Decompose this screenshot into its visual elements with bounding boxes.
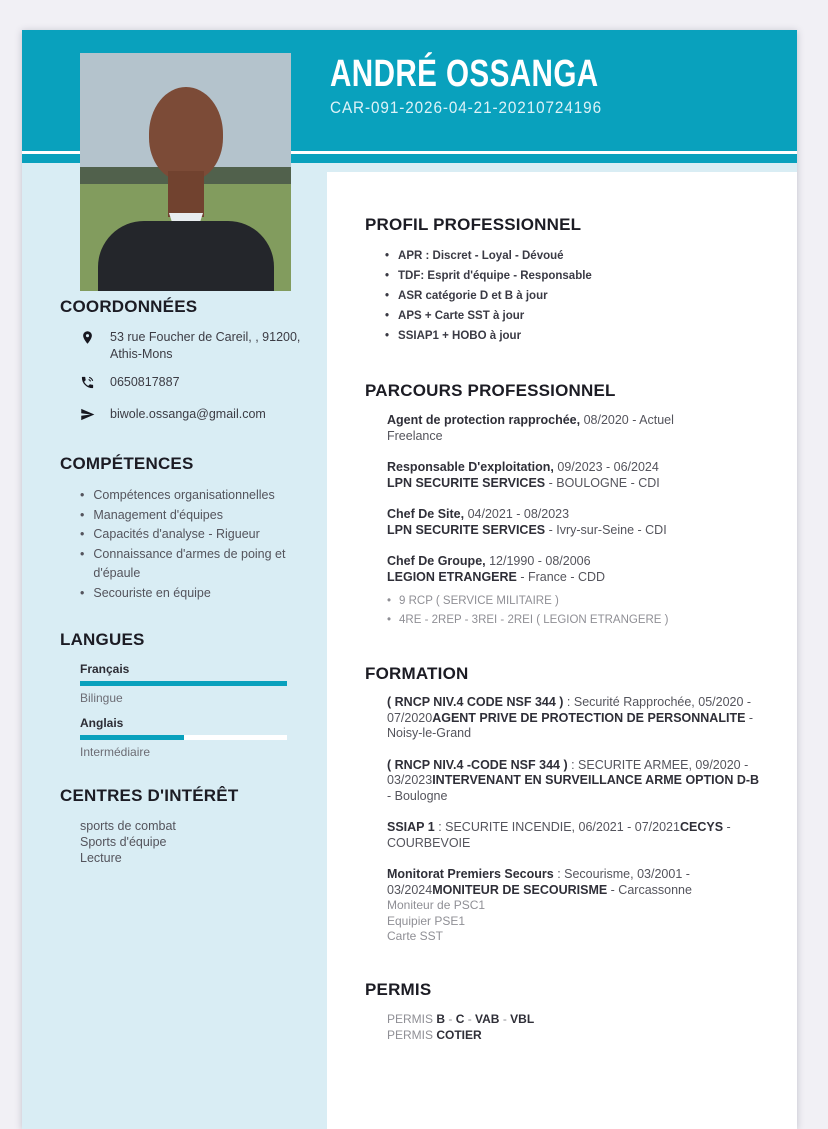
profil-bullet-text: SSIAP1 + HOBO à jour [398, 330, 522, 342]
section-coordonnees [60, 297, 301, 427]
profil-bullet-text: APR : Discret - Loyal - Dévoué [398, 250, 564, 262]
text-segment: : SECURITE INCENDIE, 06/2021 - 07/2021 [434, 820, 680, 834]
job-line [387, 553, 763, 569]
job-line [387, 569, 763, 585]
main-content [327, 172, 797, 1129]
profil-bullet [385, 326, 763, 346]
bullet-dot: • [80, 527, 85, 541]
text-segment: Chef De Groupe, [387, 554, 486, 568]
text-segment: Chef De Site, [387, 507, 465, 521]
job-line [387, 506, 763, 522]
section-title-competences: COMPÉTENCES [60, 454, 194, 473]
skill-label: Management d'équipes [93, 507, 223, 522]
interest-item: Sports d'équipe [80, 835, 167, 849]
formation-entry [387, 820, 763, 851]
contact-text: biwole.ossanga@gmail.com [110, 407, 266, 421]
section-langues [60, 630, 301, 759]
job-line [387, 412, 763, 428]
interest-item: sports de combat [80, 819, 176, 833]
text-segment: 08/2020 - Actuel [580, 413, 674, 427]
job-line [387, 522, 763, 538]
text-segment: 04/2021 - 08/2023 [464, 507, 570, 521]
section-title-coordonnees: COORDONNÉES [60, 297, 198, 316]
job-sub-bullet-text: 9 RCP ( SERVICE MILITAIRE ) [399, 595, 559, 607]
location-pin-icon [80, 329, 97, 363]
text-segment: PERMIS [387, 1011, 437, 1026]
bullet-dot: • [387, 613, 392, 626]
contact-text: 53 rue Foucher de Careil, , 91200, Athis-Mons [110, 330, 301, 361]
job-sub-bullet [387, 611, 763, 630]
section-permis [365, 980, 763, 1043]
text-segment: - BOULOGNE - CDI [545, 476, 660, 490]
text-segment: LPN SECURITE SERVICES [387, 523, 546, 537]
text-segment: PERMIS [387, 1027, 437, 1042]
job-sub-bullet-text: 4RE - 2REP - 3REI - 2REI ( LEGION ETRANGERE ) [399, 613, 669, 626]
profil-bullet-text: ASR catégorie D et B à jour [398, 290, 548, 302]
bullet-dot: • [80, 488, 85, 502]
text-segment: LPN SECURITE SERVICES [387, 476, 546, 490]
text-segment: LEGION ETRANGERE [387, 570, 517, 584]
formation-line [387, 711, 753, 741]
candidate-name: ANDRÉ OSSANGA [330, 53, 599, 95]
language-level-label: Intermédiaire [80, 745, 151, 759]
language-name: Anglais [80, 716, 124, 730]
phone-icon [80, 374, 97, 395]
contact-item [80, 329, 301, 363]
contact-item [80, 406, 301, 427]
contact-list [80, 329, 301, 427]
formation-extra: Carte SST [387, 929, 444, 943]
text-segment: - France - CDD [516, 570, 606, 584]
text-segment: C [455, 1011, 465, 1026]
name-block [330, 54, 674, 118]
text-segment: - Ivry-sur-Seine - CDI [545, 523, 667, 537]
section-competences [60, 454, 301, 603]
contact-text: 0650817887 [110, 375, 180, 389]
permis-list [365, 1011, 763, 1043]
text-segment: - Noisy-le-Grand [387, 710, 754, 740]
jobs-list [365, 412, 763, 629]
text-segment: 09/2023 - 06/2024 [553, 460, 659, 474]
profil-bullet-text: APS + Carte SST à jour [398, 310, 525, 322]
profil-bullet [385, 286, 763, 306]
job-entry [387, 412, 763, 444]
permis-line [387, 1011, 763, 1027]
bullet-dot: • [385, 290, 390, 302]
interest-item: Lecture [80, 851, 122, 865]
section-formation [365, 664, 763, 945]
section-title-formation: FORMATION [365, 664, 469, 683]
sidebar [22, 163, 327, 1129]
job-sub-bullets [387, 592, 763, 629]
contact-item [80, 374, 301, 395]
text-segment: - [464, 1011, 476, 1026]
text-segment: AGENT PRIVE DE PROTECTION DE PERSONNALITE [432, 710, 746, 725]
bullet-dot: • [385, 330, 390, 342]
section-title-interets: CENTRES D'INTÉRÊT [60, 786, 239, 805]
skill-label: Compétences organisationnelles [93, 488, 275, 502]
language-level-bar [80, 735, 287, 740]
language-level-bar [80, 681, 287, 686]
formation-entry [387, 758, 763, 805]
language-level-fill [80, 681, 287, 686]
bullet-dot: • [80, 585, 85, 600]
skill-item [80, 486, 301, 506]
skill-item [80, 545, 301, 584]
bullet-dot: • [385, 270, 390, 282]
skill-item [80, 525, 301, 545]
bullet-dot: • [385, 250, 390, 262]
bullet-dot: • [80, 507, 85, 522]
text-segment: ( RNCP NIV.4 CODE NSF 344 ) [387, 695, 564, 709]
section-title-langues: LANGUES [60, 630, 145, 649]
job-line [387, 459, 763, 475]
job-entry [387, 459, 763, 491]
text-segment: INTERVENANT EN SURVEILLANCE ARME OPTION D-B [432, 773, 760, 787]
formation-entry [387, 695, 763, 742]
text-segment: Freelance [387, 429, 443, 443]
language-level-fill [80, 735, 184, 740]
text-segment: - [499, 1011, 511, 1026]
text-segment: CECYS [679, 820, 724, 834]
job-sub-bullet [387, 592, 763, 611]
text-segment: - Boulogne [387, 788, 448, 803]
text-segment: VBL [510, 1011, 535, 1026]
profil-bullet [385, 306, 763, 326]
text-segment: MONITEUR DE SECOURISME [432, 882, 608, 897]
text-segment: : SECURITE ARMEE, 09/2020 - 03/2023 [387, 757, 749, 787]
formation-line [387, 773, 759, 803]
skill-item [80, 506, 301, 526]
text-segment: 12/1990 - 08/2006 [485, 554, 591, 568]
formation-extra: Equipier PSE1 [387, 913, 466, 928]
job-line [387, 475, 763, 491]
section-interets [60, 786, 301, 866]
text-segment: Agent de protection rapprochée, [387, 413, 581, 427]
cv-reference-number: CAR-091-2026-04-21-20210724196 [330, 98, 602, 117]
section-profil [365, 215, 763, 346]
section-title-parcours: PARCOURS PROFESSIONNEL [365, 381, 616, 400]
interests-list [80, 818, 301, 866]
language-level-label: Bilingue [80, 691, 123, 705]
section-title-permis: PERMIS [365, 979, 432, 999]
text-segment: ( RNCP NIV.4 -CODE NSF 344 ) [387, 757, 568, 772]
formation-line [387, 820, 680, 834]
text-segment: Responsable D'exploitation, [387, 460, 554, 474]
section-parcours [365, 381, 763, 629]
text-segment: : Secourisme, 03/2001 - 03/2024 [387, 867, 690, 897]
text-segment: B [436, 1011, 446, 1026]
cv-document [22, 30, 797, 1129]
text-segment: VAB [475, 1011, 500, 1026]
text-segment: - [445, 1011, 456, 1026]
paper-plane-icon [80, 406, 97, 427]
profil-bullet-text: TDF: Esprit d'équipe - Responsable [398, 270, 592, 282]
language-item [80, 662, 301, 705]
text-segment: - COURBEVOIE [387, 820, 731, 850]
languages-list [80, 662, 301, 759]
profil-bullet [385, 246, 763, 266]
profil-bullet [385, 266, 763, 286]
skill-label: Connaissance d'armes de poing et d'épaule [93, 546, 286, 580]
job-entry [387, 506, 763, 538]
skill-label: Secouriste en équipe [93, 585, 211, 600]
skill-item [80, 584, 301, 604]
language-name: Français [80, 662, 130, 676]
formation-entry [387, 867, 763, 945]
skill-label: Capacités d'analyse - Rigueur [93, 527, 260, 541]
skills-list [80, 486, 301, 603]
bullet-dot: • [385, 310, 390, 322]
formation-list [365, 695, 763, 945]
formation-line [432, 883, 692, 897]
bullet-dot: • [80, 546, 85, 561]
bullet-dot: • [387, 595, 392, 607]
permis-line [387, 1027, 763, 1043]
job-entry [387, 553, 763, 629]
language-item [80, 716, 301, 759]
text-segment: - Carcassonne [607, 882, 692, 897]
text-segment: Monitorat Premiers Secours [387, 867, 554, 881]
text-segment: COTIER [436, 1027, 482, 1042]
section-title-profil: PROFIL PROFESSIONNEL [365, 215, 582, 234]
formation-extra: Moniteur de PSC1 [387, 898, 486, 912]
text-segment: SSIAP 1 [387, 820, 435, 834]
job-line [387, 428, 763, 444]
text-segment: : Securité Rapprochée, 05/2020 - 07/2020 [387, 695, 752, 725]
profil-bullets [365, 246, 763, 346]
